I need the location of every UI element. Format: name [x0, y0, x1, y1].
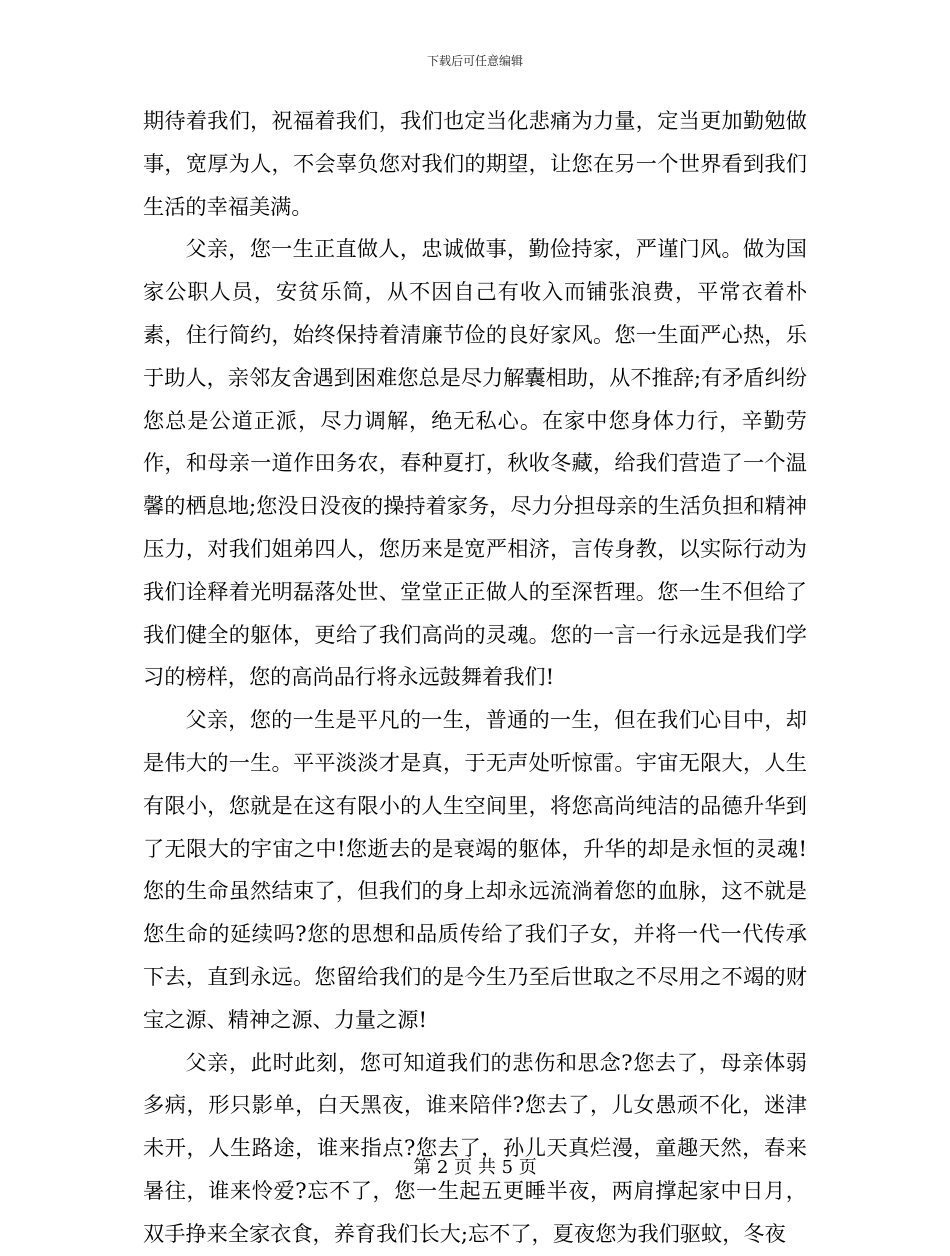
paragraph-4: 父亲，此时此刻，您可知道我们的悲伤和思念?您去了，母亲体弱多病，形只影单，白天黑夜，谁来陪伴?您去了，儿女愚顽不化，迷津未开，人生路途，谁来指点?您去了，孙儿天真烂漫，童趣天然，春来暑往，谁来怜爱?忘不了，您一生起五更睡半夜，两肩撑起家中日月，双手挣来全家衣食，养育我们长大;忘不了，夏夜您为我们驱蚊，冬夜 — [143, 1049, 807, 1246]
document-body — [143, 100, 807, 1256]
page-number: 第 2 页 共 5 页 — [413, 1157, 537, 1178]
paragraph-1: 期待着我们，祝福着我们，我们也定当化悲痛为力量，定当更加勤勉做事，宽厚为人，不会辜负您对我们的期望，让您在另一个世界看到我们生活的幸福美满。 — [143, 108, 807, 219]
page-header-note: 下载后可任意编辑 — [426, 54, 523, 68]
paragraph-2: 父亲，您一生正直做人，忠诚做事，勤俭持家，严谨门风。做为国家公职人员，安贫乐简，从不因自己有收入而铺张浪费，平常衣着朴素，住行简约，始终保持着清廉节俭的良好家风。您一生面严心热，乐于助人，亲邻友舍遇到困难您总是尽力解囊相助，从不推辞;有矛盾纠纷您总是公道正派，尽力调解，绝无私心。在家中您身体力行，辛勤劳作，和母亲一道作田务农，春种夏打，秋收冬藏，给我们营造了一个温馨的栖息地;您没日没夜的操持着家务，尽力分担母亲的生活负担和精神压力，对我们姐弟四人，您历来是宽严相济，言传身教，以实际行动为我们诠释着光明磊落处世、堂堂正正做人的至深哲理。您一生不但给了我们健全的躯体，更给了我们高尚的灵魂。您的一言一行永远是我们学习的榜样，您的高尚品行将永远鼓舞着我们! — [143, 236, 807, 690]
paragraph-3: 父亲，您的一生是平凡的一生，普通的一生，但在我们心目中，却是伟大的一生。平平淡淡才是真，于无声处听惊雷。宇宙无限大，人生有限小，您就是在这有限小的人生空间里，将您高尚纯洁的品德升华到了无限大的宇宙之中!您逝去的是衰竭的躯体，升华的却是永恒的灵魂!您的生命虽然结束了，但我们的身上却永远流淌着您的血脉，这不就是您生命的延续吗?您的思想和品质传给了我们子女，并将一代一代传承下去，直到永远。您留给我们的是今生乃至后世取之不尽用之不竭的财宝之源、精神之源、力量之源! — [143, 707, 807, 1032]
